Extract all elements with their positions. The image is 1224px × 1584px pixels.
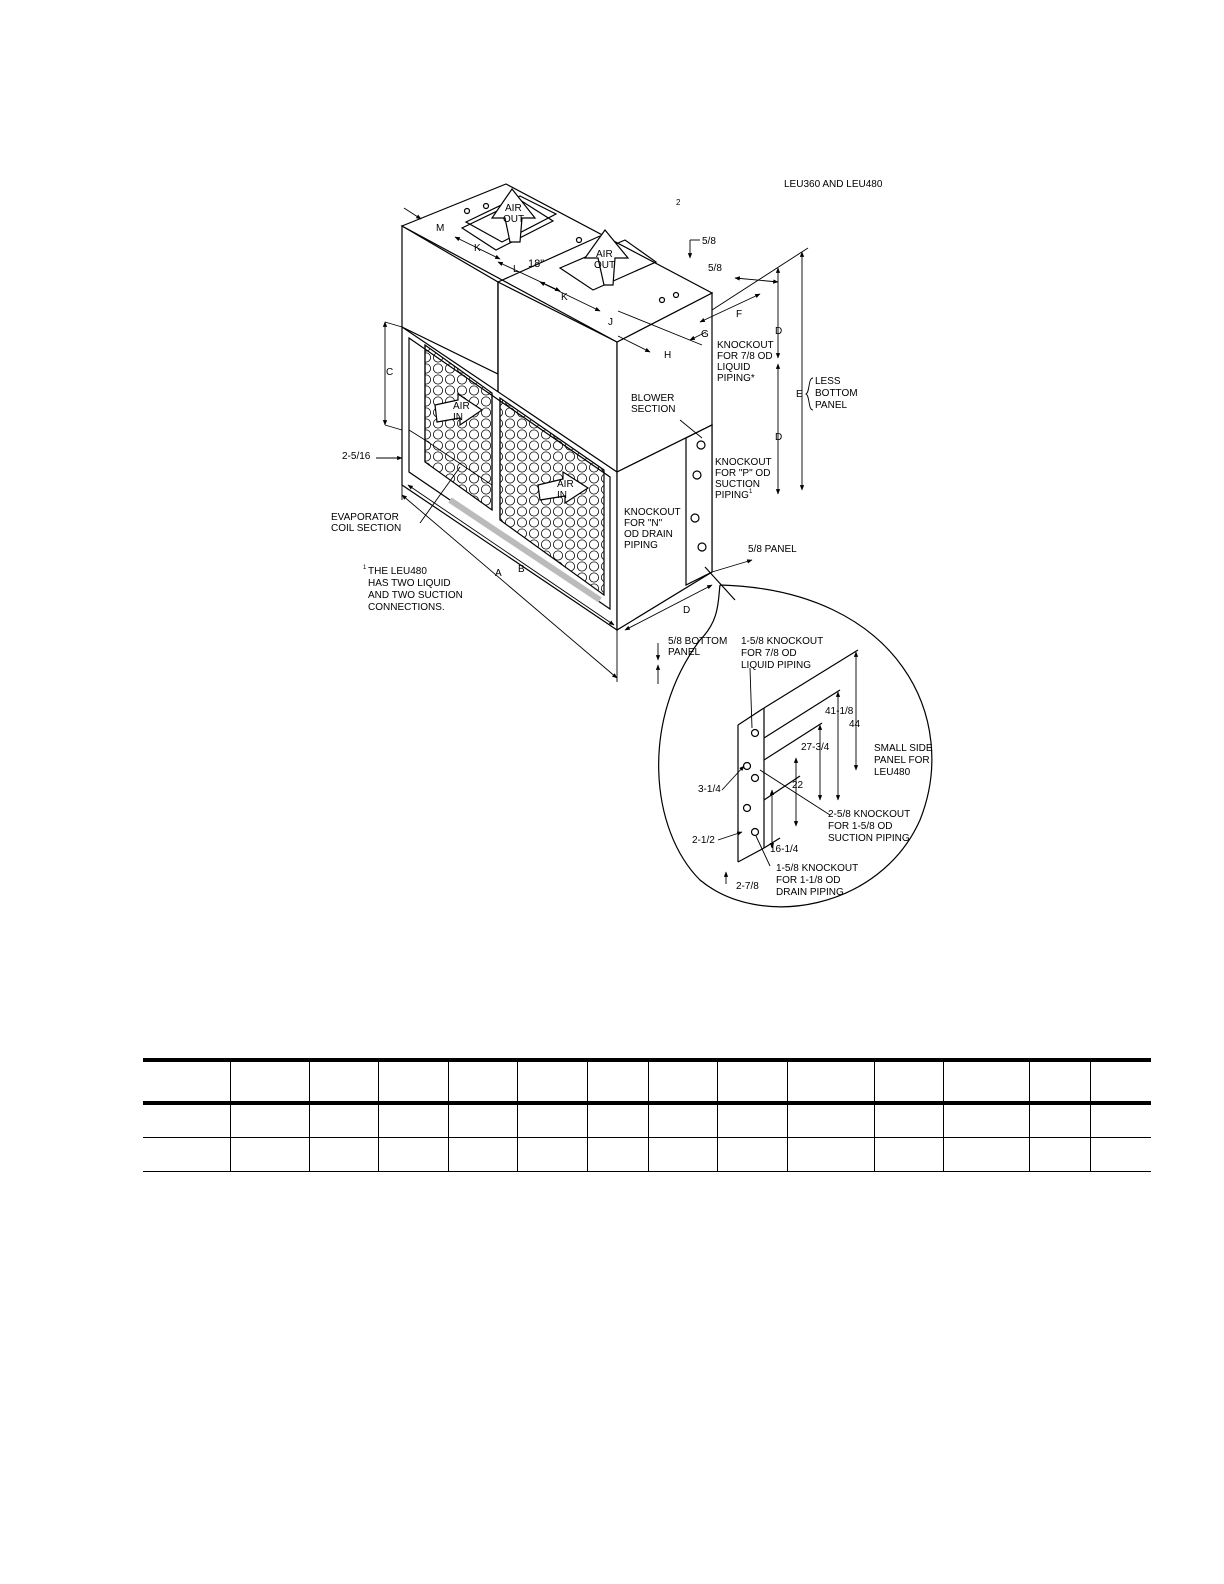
ko-drain-1: KNOCKOUT — [624, 507, 681, 518]
detail-side-panel-2: PANEL FOR — [874, 755, 930, 766]
air-in-1-line1: AIR — [453, 401, 470, 412]
dim-58-top: 5/8 — [702, 236, 716, 247]
air-in-1-line2: IN — [453, 412, 463, 423]
evap-label-1: EVAPORATOR — [331, 512, 399, 523]
dim-D2: D — [775, 432, 783, 443]
ko-suction-2: FOR "P" OD — [715, 468, 771, 479]
dim-L: L — [513, 264, 519, 275]
air-in-2-line1: AIR — [557, 479, 574, 490]
bottom-panel-2: PANEL — [668, 647, 701, 658]
detail-ko-drain-1: 1-5/8 KNOCKOUT — [776, 863, 859, 874]
detail-4118: 41-1/8 — [825, 706, 854, 717]
dim-D3: D — [683, 605, 691, 616]
dim-H: H — [664, 350, 672, 361]
dim-K2: K — [561, 292, 568, 303]
detail-314: 3-1/4 — [698, 784, 721, 795]
evap-label-2: COIL SECTION — [331, 523, 402, 534]
table-row — [143, 1103, 1151, 1137]
detail-278: 2-7/8 — [736, 881, 759, 892]
ko-liquid-4: PIPING* — [717, 373, 755, 384]
model-title: LEU360 AND LEU480 — [784, 179, 883, 190]
dim-M: M — [436, 223, 445, 234]
note-line1: THE LEU480 — [368, 566, 427, 577]
note-line2: HAS TWO LIQUID — [368, 578, 451, 589]
air-in-2-line2: IN — [557, 490, 567, 501]
detail-2734: 27-3/4 — [801, 742, 830, 753]
ko-drain-2: FOR "N" — [624, 518, 663, 529]
ref-mark: 2 — [676, 198, 681, 207]
table-row — [143, 1137, 1151, 1171]
blower-label-2: SECTION — [631, 404, 676, 415]
detail-ko-suction-3: SUCTION PIPING — [828, 833, 910, 844]
detail-ko-liquid-1: 1-5/8 KNOCKOUT — [741, 636, 824, 647]
detail-22: 22 — [792, 780, 804, 791]
dim-E: E — [796, 389, 803, 400]
dim-D1: D — [775, 326, 783, 337]
note-line4: CONNECTIONS. — [368, 602, 445, 613]
dim-18: 18" — [528, 258, 545, 270]
detail-ko-drain-2: FOR 1-1/8 OD — [776, 875, 841, 886]
dim-F: F — [736, 309, 743, 320]
ko-liquid-1: KNOCKOUT — [717, 340, 774, 351]
dim-B: B — [518, 564, 525, 575]
ko-drain-3: OD DRAIN — [624, 529, 673, 540]
dim-C: C — [386, 367, 394, 378]
less-bottom-1: LESS — [815, 376, 841, 387]
detail-ko-drain-3: DRAIN PIPING — [776, 887, 844, 898]
dim-2516: 2-5/16 — [342, 451, 371, 462]
detail-ko-liquid-3: LIQUID PIPING — [741, 660, 812, 671]
ko-suction-sup: 1 — [749, 489, 753, 495]
detail-side-panel-3: LEU480 — [874, 767, 911, 778]
dim-G: G — [701, 329, 709, 340]
dim-A: A — [495, 568, 502, 579]
ko-liquid-2: FOR 7/8 OD — [717, 351, 773, 362]
less-bottom-2: BOTTOM — [815, 388, 858, 399]
air-out-1-line1: AIR — [505, 203, 522, 214]
note-line3: AND TWO SUCTION — [368, 590, 463, 601]
ko-drain-4: PIPING — [624, 540, 658, 551]
bottom-panel-1: 5/8 BOTTOM — [668, 636, 728, 647]
panel-58-label: 5/8 PANEL — [748, 544, 797, 555]
table-header-row — [143, 1060, 1151, 1103]
ko-suction-1: KNOCKOUT — [715, 457, 772, 468]
detail-212: 2-1/2 — [692, 835, 715, 846]
less-bottom-3: PANEL — [815, 400, 848, 411]
ko-suction-3: SUCTION — [715, 479, 760, 490]
dimensions-table — [143, 1058, 1151, 1172]
ko-suction-4: PIPING — [715, 490, 749, 501]
detail-ko-suction-2: FOR 1-5/8 OD — [828, 821, 893, 832]
detail-ko-suction-1: 2-5/8 KNOCKOUT — [828, 809, 911, 820]
air-out-2-line1: AIR — [596, 249, 613, 260]
air-out-2-line2: OUT — [594, 260, 616, 271]
dim-K1: K — [474, 243, 481, 254]
air-out-1-line2: OUT — [503, 214, 525, 225]
detail-ko-liquid-2: FOR 7/8 OD — [741, 648, 797, 659]
ko-liquid-3: LIQUID — [717, 362, 751, 373]
blower-label-1: BLOWER — [631, 393, 675, 404]
dim-58-side: 5/8 — [708, 263, 722, 274]
detail-44: 44 — [849, 719, 861, 730]
dim-J: J — [608, 317, 613, 328]
note-sup: 1 — [363, 565, 367, 571]
detail-1614: 16-1/4 — [770, 844, 799, 855]
detail-side-panel-1: SMALL SIDE — [874, 743, 933, 754]
